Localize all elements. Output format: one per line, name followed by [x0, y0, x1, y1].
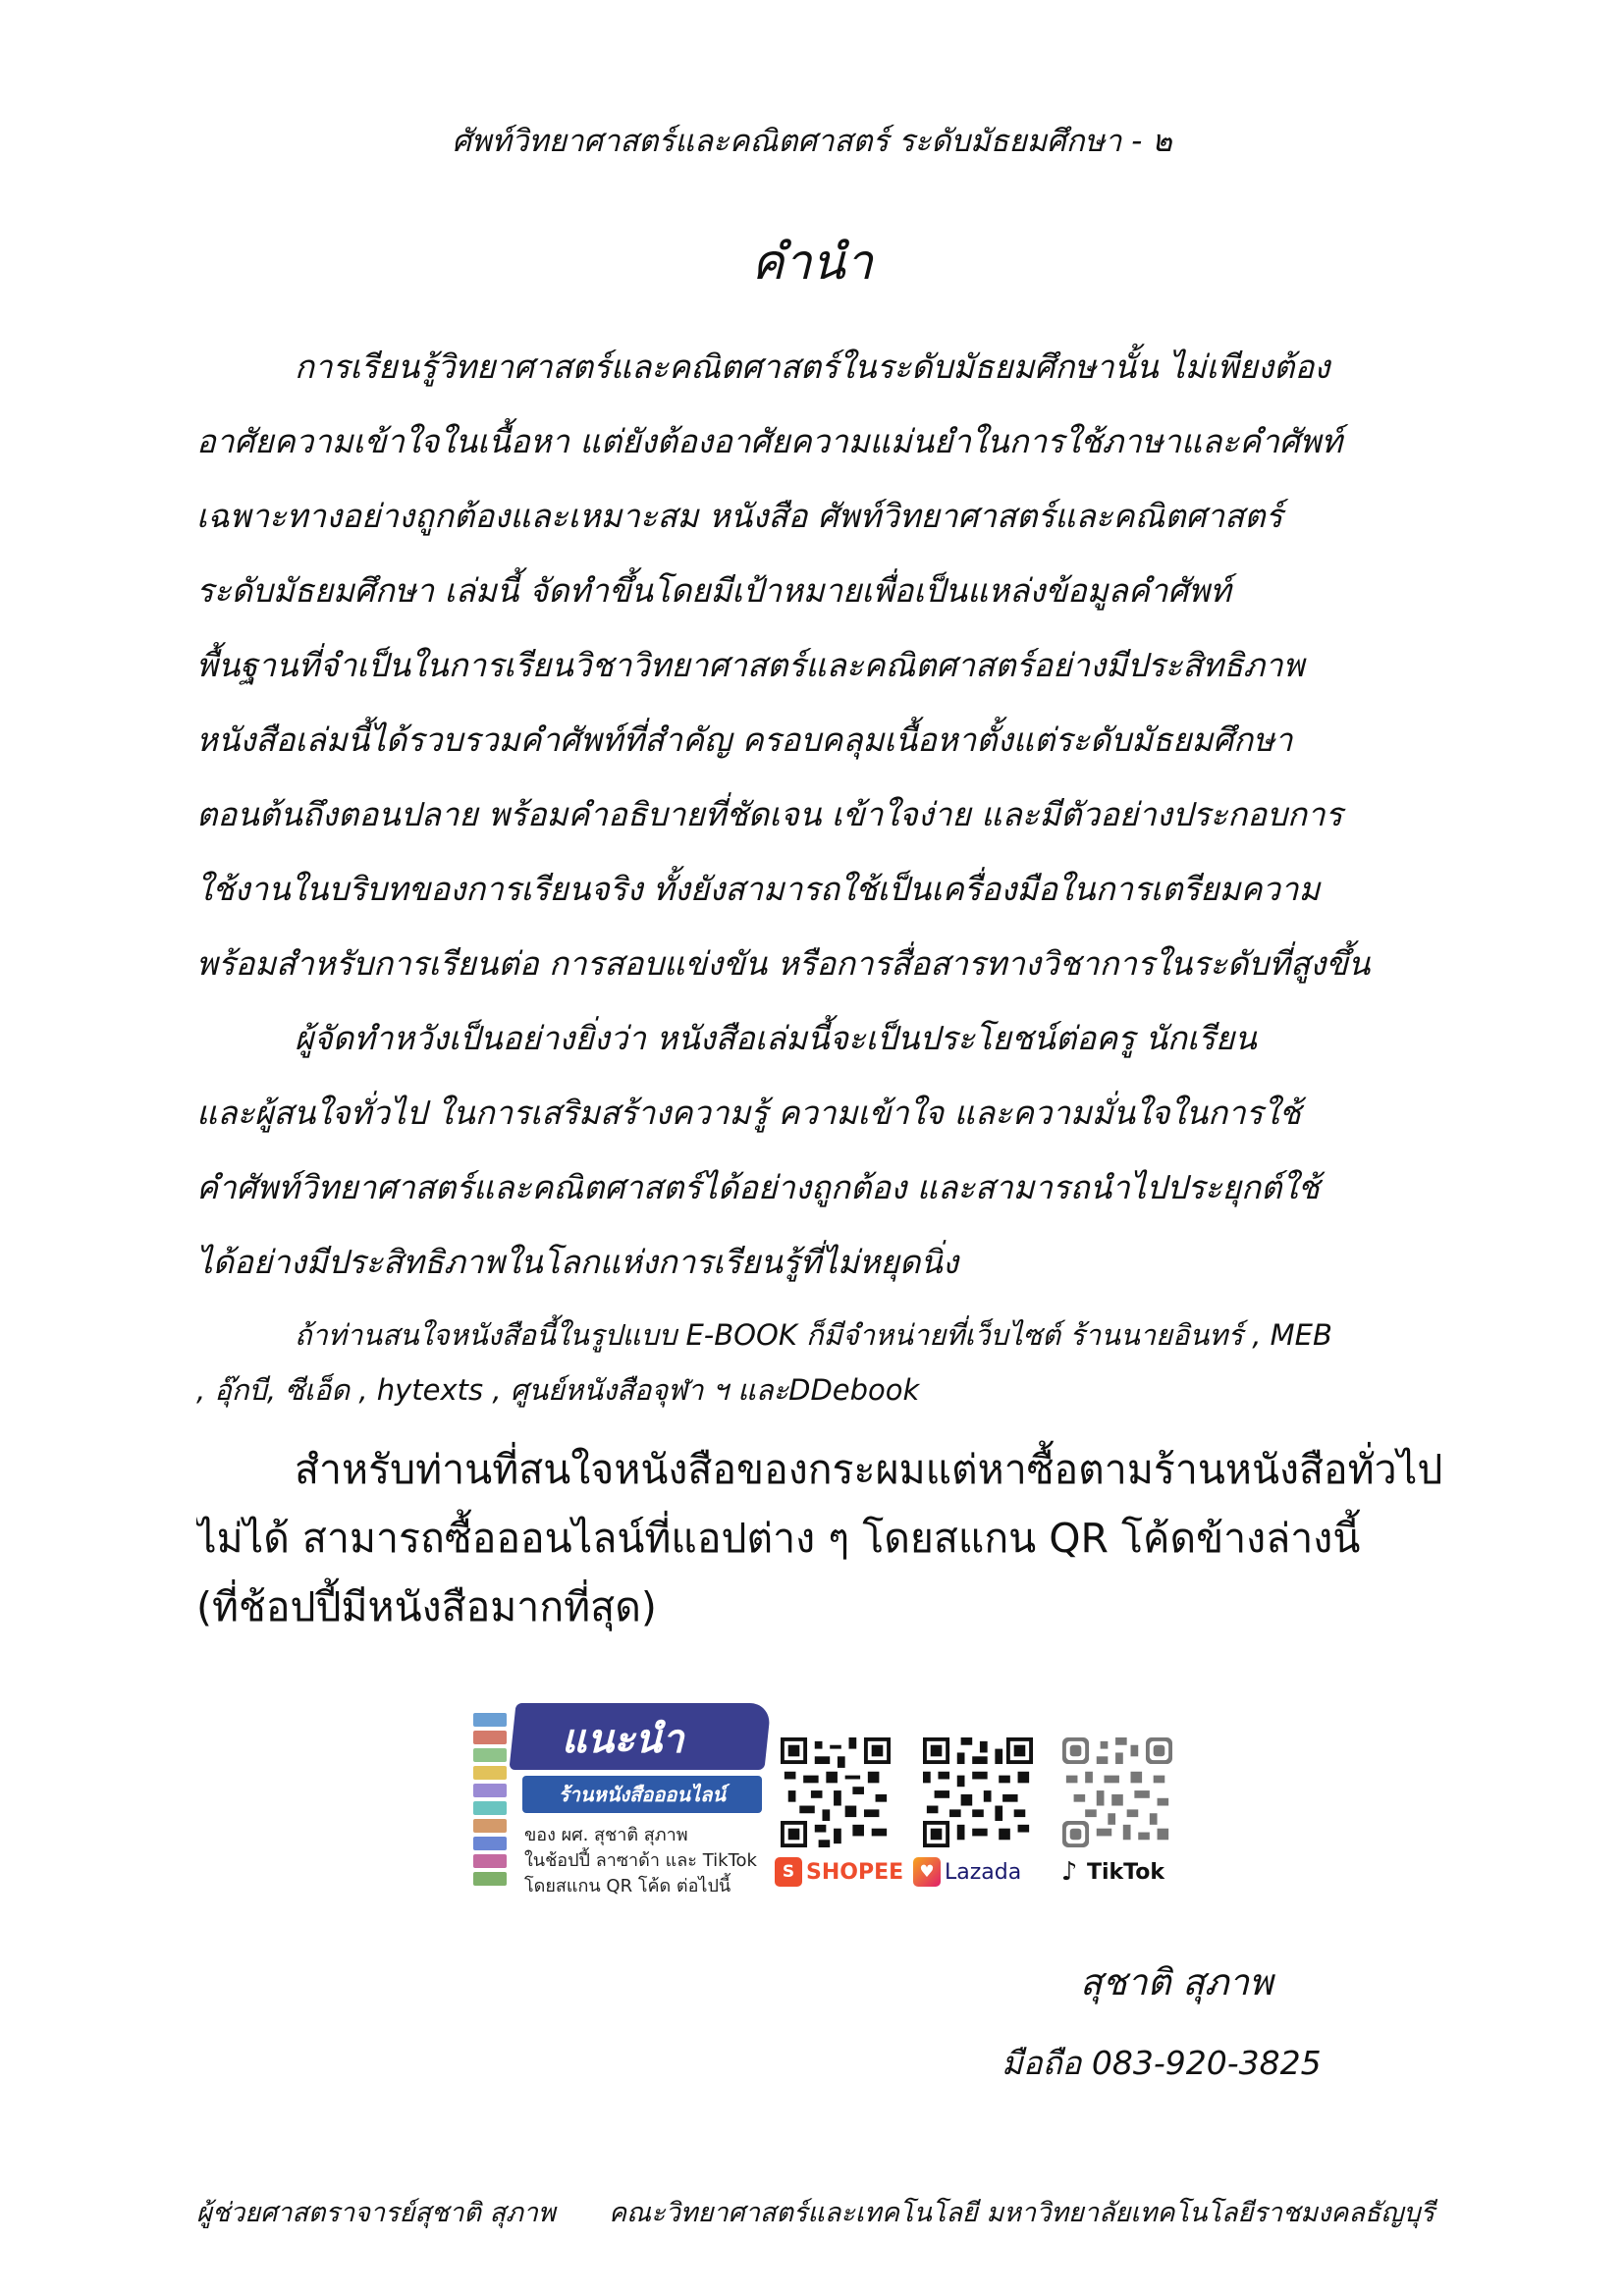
- preface-body: [196, 330, 1463, 1641]
- body-line: ผู้จัดทำหวังเป็นอย่างยิ่งว่า หนังสือเล่มนี้จะเป็นประโยชน์ต่อครู นักเรียน: [295, 1019, 1257, 1057]
- tiktok-note-icon: ♪: [1056, 1857, 1083, 1887]
- body-line: ระดับมัธยมศึกษา เล่มนี้ จัดทำขึ้นโดยมีเป้าหมายเพื่อเป็นแหล่งข้อมูลคำศัพท์: [196, 571, 1231, 610]
- promo-info: [524, 1823, 757, 1899]
- body-line: ได้อย่างมีประสิทธิภาพในโลกแห่งการเรียนรู้ที่ไม่หยุดนิ่ง: [196, 1243, 958, 1281]
- promo-info-line: โดยสแกน QR โค้ด ต่อไปนี้: [524, 1876, 731, 1896]
- ebook-line: , อุ๊กบี, ซีเอ็ด , hytexts , ศูนย์หนังสือจุฬา ฯ และDDebook: [196, 1373, 920, 1407]
- body-line: ตอนต้นถึงตอนปลาย พร้อมคำอธิบายที่ชัดเจน เข้าใจง่าย และมีตัวอย่างประกอบการ: [196, 795, 1343, 833]
- shopee-label: SHOPEE: [806, 1859, 904, 1885]
- body-line: เฉพาะทางอย่างถูกต้องและเหมาะสม หนังสือ ศัพท์วิทยาศาสตร์และคณิตศาสตร์: [196, 497, 1283, 535]
- lazada-label: Lazada: [945, 1859, 1022, 1885]
- shopee-bag-icon: S: [775, 1857, 802, 1887]
- shopee-logo: [775, 1857, 903, 1887]
- body-line: และผู้สนใจทั่วไป ในการเสริมสร้างความรู้ ความเข้าใจ และความมั่นใจในการใช้: [196, 1094, 1301, 1132]
- lazada-qr-code[interactable]: [923, 1737, 1033, 1847]
- author-phone: มือถือ 083-920-3825: [1001, 2044, 1322, 2082]
- body-line: ใช้งานในบริบทของการเรียนจริง ทั้งยังสามารถใช้เป็นเครื่องมือในการเตรียมความ: [196, 870, 1321, 908]
- qr-code-icon: [1062, 1737, 1172, 1847]
- shop-line: สำหรับท่านที่สนใจหนังสือของกระผมแต่หาซื้อตามร้านหนังสือทั่วไป: [295, 1446, 1443, 1493]
- running-header: ศัพท์วิทยาศาสตร์และคณิตศาสตร์ ระดับมัธยมศึกษา - ๒: [452, 124, 1172, 159]
- footer-author: ผู้ช่วยศาสตราจารย์สุชาติ สุภาพ: [196, 2198, 556, 2228]
- body-line: หนังสือเล่มนี้ได้รวบรวมคำศัพท์ที่สำคัญ ครอบคลุมเนื้อหาตั้งแต่ระดับมัธยมศึกษา: [196, 721, 1293, 759]
- promo-info-line: ของ ผศ. สุชาติ สุภาพ: [524, 1825, 688, 1845]
- body-line: พื้นฐานที่จำเป็นในการเรียนวิชาวิทยาศาสตร์และคณิตศาสตร์อย่างมีประสิทธิภาพ: [196, 646, 1305, 684]
- page-title: คำนำ: [751, 234, 873, 291]
- qr-code-icon: [923, 1737, 1033, 1847]
- book-stack-icon: [473, 1713, 507, 1899]
- promo-info-line: ในช้อปปี้ ลาซาด้า และ TikTok: [524, 1850, 757, 1871]
- promo-banner-text: แนะนำ: [562, 1717, 684, 1762]
- ebook-line: ถ้าท่านสนใจหนังสือนี้ในรูปแบบ E-BOOK ก็มีจำหน่ายที่เว็บไซต์ ร้านนายอินทร์ , MEB: [295, 1318, 1332, 1352]
- online-store-promo: [473, 1703, 768, 1909]
- tiktok-label: TikTok: [1087, 1859, 1165, 1885]
- tiktok-qr-code[interactable]: [1062, 1737, 1172, 1847]
- promo-subtitle: ร้านหนังสือออนไลน์: [522, 1776, 762, 1813]
- shopee-qr-code[interactable]: [781, 1737, 891, 1847]
- shop-line: (ที่ช้อปปี้มีหนังสือมากที่สุด): [196, 1583, 657, 1630]
- author-signature: สุชาติ สุภาพ: [1080, 1961, 1273, 2003]
- body-line: พร้อมสำหรับการเรียนต่อ การสอบแข่งขัน หรือการสื่อสารทางวิชาการในระดับที่สูงขึ้น: [196, 944, 1371, 983]
- body-line: การเรียนรู้วิทยาศาสตร์และคณิตศาสตร์ในระดับมัธยมศึกษานั้น ไม่เพียงต้อง: [295, 347, 1330, 386]
- shop-line: ไม่ได้ สามารถซื้อออนไลน์ที่แอปต่าง ๆ โดยสแกน QR โค้ดข้างล่างนี้: [196, 1515, 1361, 1562]
- body-line: อาศัยความเข้าใจในเนื้อหา แต่ยังต้องอาศัยความแม่นยำในการใช้ภาษาและคำศัพท์: [196, 422, 1343, 460]
- footer-affiliation: คณะวิทยาศาสตร์และเทคโนโลยี มหาวิทยาลัยเทคโนโลยีราชมงคลธัญบุรี: [609, 2198, 1435, 2228]
- qr-code-icon: [781, 1737, 891, 1847]
- tiktok-logo: [1056, 1857, 1164, 1887]
- lazada-heart-icon: ♥: [913, 1857, 941, 1887]
- body-line: คำศัพท์วิทยาศาสตร์และคณิตศาสตร์ได้อย่างถูกต้อง และสามารถนำไปประยุกต์ใช้: [196, 1168, 1320, 1206]
- lazada-logo: [913, 1857, 1021, 1887]
